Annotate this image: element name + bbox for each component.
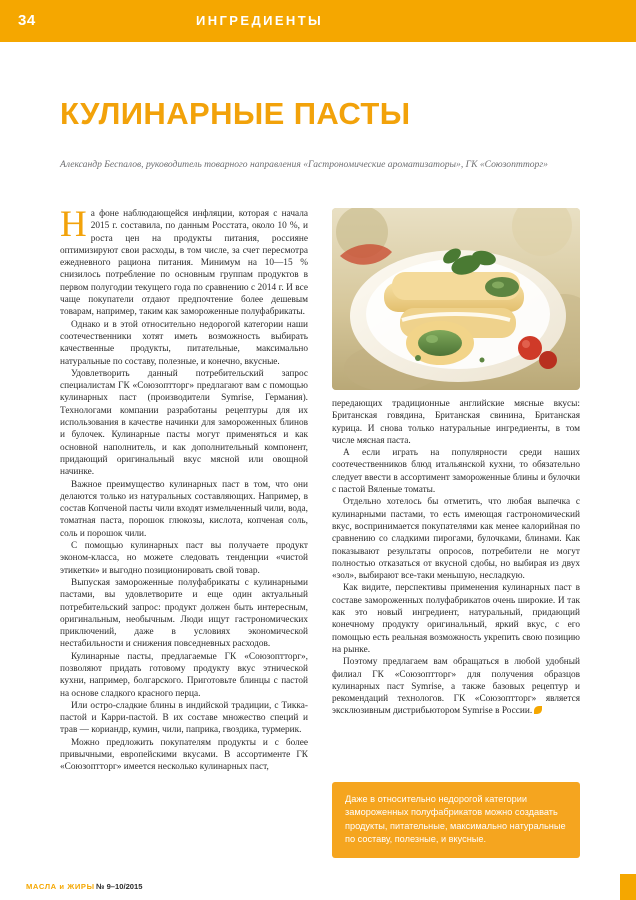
paragraph-text: Можно предложить покупателям продукты и с более привычными, европейскими вкусами. В ассортименте ГК «Союзоптторг» имеется несколько кулинарных паст, <box>60 737 308 773</box>
paragraph <box>332 656 580 717</box>
dropcap: Н <box>60 204 87 245</box>
paragraph-text: Или остро-сладкие блины в индийской традиции, с Тикка-пастой и Карри-пастой. В их составе множество специй и трав — кориандр, кумин, чили, паприка, гвоздика, турмерик. <box>60 700 308 736</box>
footer-accent-block <box>620 874 636 900</box>
callout-box: Даже в относительно недорогой категории замороженных полуфабрикатов можно создавать продукты, питательные, максимально натуральные по составу, полезные, и вкусные. <box>332 782 580 858</box>
body-column-left <box>60 204 308 774</box>
paragraph <box>332 582 580 656</box>
paragraph-text: Удовлетворить данный потребительский запрос специалистам ГК «Союзоптторг» предлагают вам с помощью кулинарных паст (производители Symrise, Германия). Технологами компании разработаны рецептуры для их использования в качестве начинки для замороженных блинов и булочек. Кулинарные пасты могут применяться и как основной наполнитель, и как дополнительный компонент, придающий оригинальный вкус мясной или овощной начинке. <box>60 368 308 478</box>
paragraph <box>60 577 308 651</box>
paragraph <box>60 540 308 577</box>
page-number: 34 <box>18 12 36 29</box>
body-column-right <box>332 398 580 718</box>
issue-number: № 9–10/2015 <box>96 882 143 891</box>
paragraph <box>332 447 580 496</box>
magazine-name: МАСЛА и ЖИРЫ <box>26 882 95 891</box>
paragraph-text: Однако и в этой относительно недорогой категории наши соотечественники хотят иметь возможность выбирать качественные продукты, питательные, максимально натуральные по составу, полезные, и конечно, вкусные. <box>60 319 308 367</box>
page-footer <box>0 874 636 900</box>
paragraph-text: Выпуская замороженные полуфабрикаты с кулинарными пастами, вы удовлетворите и еще один актуальный потребительский запрос: продукт должен быть интересным, оригинальным, необычным. Люди ищут гастрономических приключений, даже в условиях экономической нестабильности и снижения повседневных расходов. <box>60 577 308 650</box>
leaf-icon <box>534 706 542 714</box>
page-header <box>0 0 636 42</box>
paragraph-text: Кулинарные пасты, предлагаемые ГК «Союзоптторг», позволяют придать готовому продукту вкус этнической кухни, например, болгарского. Приготовьте блинцы с пастой на основе сладкого красного перца. <box>60 651 308 699</box>
page-title: КУЛИНАРНЫЕ ПАСТЫ <box>60 96 411 131</box>
paragraph <box>332 398 580 447</box>
paragraph <box>60 700 308 737</box>
section-title: ИНГРЕДИЕНТЫ <box>196 13 324 28</box>
paragraph <box>60 204 308 319</box>
paragraph-text: передающих традиционные английские мясные вкусы: Британская говядина, Британская свинина, Британская курица. И снова только натуральные ингредиенты, в том числе мясная паста. <box>332 399 580 446</box>
paragraph-text: А если играть на популярности среди наших соотечественников блюд итальянской кухни, то обязательно следует ввести в ассортимент замороженные блины и булочки с пастой Вяленые томаты. <box>332 448 580 496</box>
article-photo <box>332 208 580 390</box>
paragraph <box>60 651 308 700</box>
paragraph <box>60 319 308 368</box>
paragraph-text: а фоне наблюдающейся инфляции, которая с начала 2015 г. составила, по данным Росстата, около 10 %, и роста цен на продукты питания, россияне оптимизируют свои расходы, в том числе, за счет пересмотра ежедневного рациона питания. Минимум на 10—15 % снизилось потребление по основным группам продуктов в первом полугодии текущего года по сравнению с 2014 г. И все чаще покупатели отдают предпочтение более дешевым товарам, например, таким как замороженные полуфабрикаты. <box>60 209 308 318</box>
paragraph-text: Как видите, перспективы применения кулинарных паст в составе замороженных полуфабрикатов очень широкие. И так как это новый ингредиент, натуральный, придающий конечному продукту оригинальный, яркий вкус, с его помощью есть реальная возможность укрепить свою позицию на рынке. <box>332 583 580 655</box>
paragraph <box>332 496 580 582</box>
food-photo-illustration <box>332 208 580 390</box>
byline: Александр Беспалов, руководитель товарного направления «Гастрономические ароматизаторы», ГК «Союзоптторг» <box>60 159 548 170</box>
paragraph-text: Поэтому предлагаем вам обращаться в любой удобный филиал ГК «Союзоптторг» для получения образцов кулинарных паст Symrise, а также базовых рецептур и рекомендаций технологов. ГК «Союзоптторг» является эксклюзивным дистрибьютором Symrise в России. <box>332 657 580 717</box>
paragraph-text: Отдельно хотелось бы отметить, что любая выпечка с кулинарными пастами, то есть имеющая гастрономический вкус, воспринимается покупателями как менее калорийная по сравнению со сладкими пирогами, булочками, блинами. Как показывают результаты опросов, потребители не могут полностью отказаться от вкусной сдобы, но выбирая из двух «зол», выбирают все-таки меньшую, несладкую. <box>332 497 580 582</box>
paragraph <box>60 479 308 540</box>
paragraph <box>60 368 308 479</box>
paragraph-text: Важное преимущество кулинарных паст в том, что они делаются только из натуральных составляющих. Например, в состав Копченой пасты чили входят измельченный чили, вода, томатная паста, порошок глюкозы, кислота, копченая соль, соль и порошок чили. <box>60 479 308 539</box>
paragraph-text: С помощью кулинарных паст вы получаете продукт эконом-класса, но можете следовать тенденции «чистой этикетки» и выгодно позиционировать свой товар. <box>60 541 308 576</box>
paragraph <box>60 737 308 774</box>
